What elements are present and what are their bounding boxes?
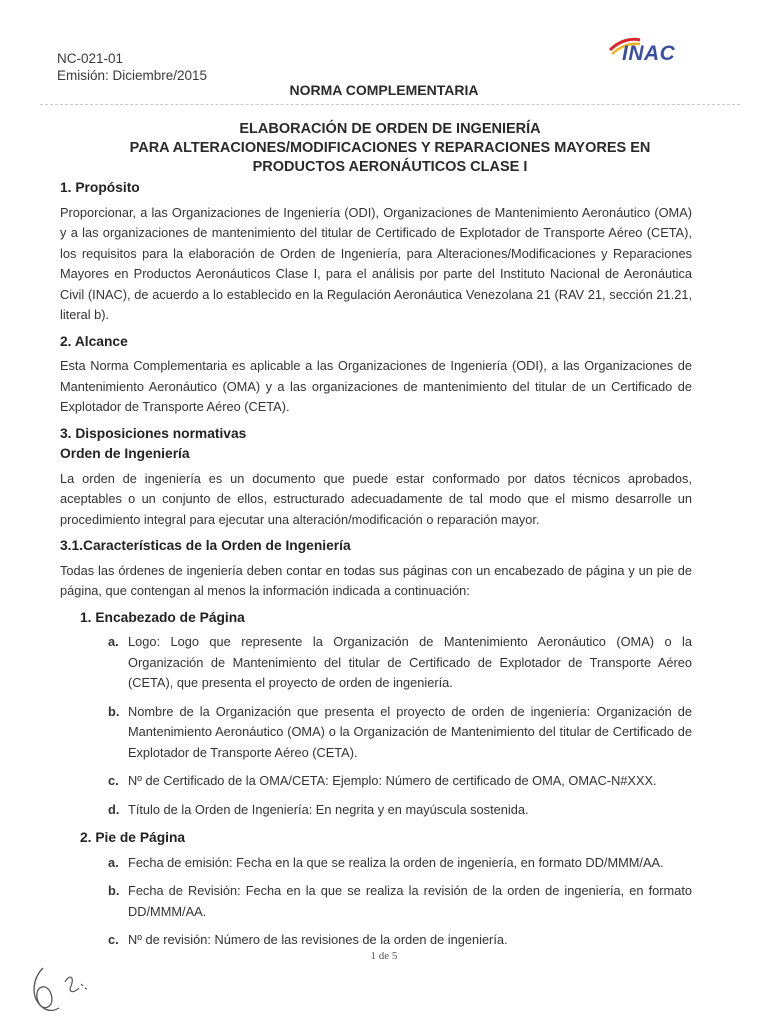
list-item: d. Título de la Orden de Ingeniería: En negrita y en mayúscula sostenida. — [108, 801, 529, 817]
list-item: c. Nº de Certificado de la OMA/CETA: Ejemplo: Número de certificado de OMA, OMAC-N#XXX. — [108, 773, 657, 788]
list-item-header — [80, 608, 692, 629]
list-item: a. Fecha de emisión: Fecha en la que se realiza la orden de ingeniería, en formato DD/MMM/AA. — [108, 854, 664, 870]
signature-icon — [25, 958, 125, 1018]
section-1-heading: 1. Propósito — [60, 180, 140, 195]
inac-logo — [600, 36, 680, 76]
section-2-heading: 2. Alcance — [60, 333, 128, 349]
list-item-2-title: 2. Pie de Página — [80, 830, 186, 845]
page-number: 1 de 5 — [370, 950, 398, 962]
section-3-text: La orden de ingeniería es un documento que puede estar conformado por datos técnicos aprobados, aceptables o un conjunto de ellos, estructurado adecuadamente de tal modo que el mismo desarrolle un procedimiento integral para ejecutar una alteración/modificación o reparación mayor. — [60, 470, 692, 527]
list-item-1-title: 1. Encabezado de Página — [80, 609, 245, 625]
section-3-heading: 3. Disposiciones normativas — [60, 425, 247, 441]
title-line-2: PARA ALTERACIONES/MODIFICACIONES Y REPARACIONES MAYORES EN — [129, 140, 651, 156]
logo-text: INAC — [622, 42, 676, 65]
list-item: a. Logo: Logo que represente la Organización de Mantenimiento Aeronáutico (OMA) o la Organización de Mantenimiento del titular de Certificado de Explotador de Transporte Aéreo (CETA), que presenta el proyecto de orden de ingeniería. — [108, 634, 692, 690]
title-line-1: ELABORACIÓN DE ORDEN DE INGENIERÍA — [239, 121, 541, 137]
title-line-3: PRODUCTOS AERONÁUTICOS CLASE I — [252, 159, 528, 175]
section-3-1-text: Todas las órdenes de ingeniería deben contar en todas sus páginas con un encabezado de página y un pie de página, que contengan al menos la información indicada a continuación: — [60, 562, 692, 598]
header-divider — [40, 104, 740, 105]
emission-date: Emisión: Diciembre/2015 — [57, 68, 208, 83]
document-title — [60, 120, 720, 177]
list-item: c. Nº de revisión: Número de las revisiones de la orden de ingeniería. — [108, 932, 508, 947]
list-item: b. Nombre de la Organización que presenta el proyecto de orden de ingeniería: Organización de Mantenimiento Aeronáutico (OMA) o la Organización de Mantenimiento del titular de Certificado de Explotador de Transporte Aéreo (CETA). — [108, 703, 692, 760]
section-2-text: Esta Norma Complementaria es aplicable a las Organizaciones de Ingeniería (ODI), a las Organizaciones de Mantenimiento Aeronáutico (OMA) y a las organizaciones de mantenimiento del titular de un Certificado de Explotador de Transporte Aéreo (CETA). — [60, 358, 692, 414]
section-3-subheading: Orden de Ingeniería — [60, 446, 190, 461]
doc-code: NC-021-01 — [57, 51, 124, 66]
section-1-text: Proporcionar, a las Organizaciones de Ingeniería (ODI), Organizaciones de Mantenimiento Aeronáutico (OMA) y a las organizaciones de mantenimiento del titular de Certificado de Explotador de Transporte Aéreo (CETA), los requisitos para la elaboración de Orden de Ingeniería, para Alteraciones/Modificaciones y Reparaciones Mayores en Productos Aeronáuticos Clase I, para el análisis por parte del Instituto Nacional de Aeronáutica Civil (INAC), de acuerdo a lo establecido en la Regulación Aeronáutica Venezolana 21 (RAV 21, sección 21.21, literal b). — [60, 204, 692, 322]
list-item-footer — [80, 828, 692, 849]
section-3-1-heading: 3.1.Características de la Orden de Ingeniería — [60, 538, 351, 553]
document-header-code — [57, 50, 207, 84]
document-body — [60, 178, 692, 959]
document-type: NORMA COMPLEMENTARIA — [289, 82, 479, 98]
list-item: b. Fecha de Revisión: Fecha en la que se realiza la revisión de la orden de ingeniería, en formato DD/MMM/AA. — [108, 883, 692, 919]
